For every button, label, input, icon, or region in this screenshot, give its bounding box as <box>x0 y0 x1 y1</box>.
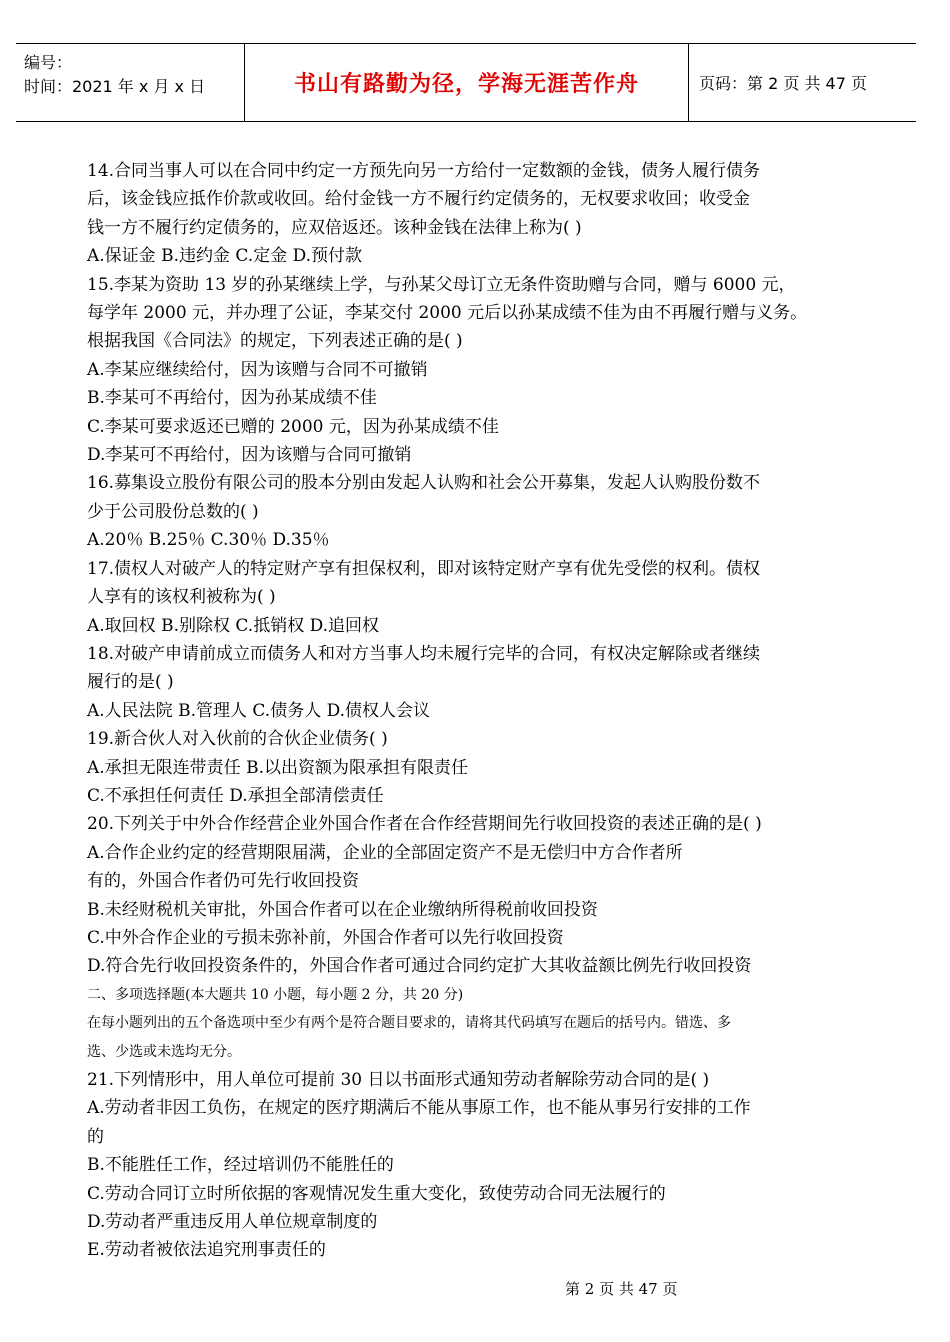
text-line: 的 <box>87 1126 104 1147</box>
text-line: D.劳动者严重违反用人单位规章制度的 <box>87 1212 378 1233</box>
text-line: C.中外合作企业的亏损未弥补前，外国合作者可以先行收回投资 <box>87 927 564 948</box>
text-line: 有的，外国合作者仍可先行收回投资 <box>87 871 359 892</box>
text-line: C.劳动合同订立时所依据的客观情况发生重大变化，致使劳动合同无法履行的 <box>87 1183 666 1204</box>
text-line: 根据我国《合同法》的规定，下列表述正确的是( ) <box>87 331 463 352</box>
text-line: 14.合同当事人可以在合同中约定一方预先向另一方给付一定数额的金钱，债务人履行债务 <box>87 161 761 181</box>
text-line: C.李某可要求返还已赠的 2000 元，因为孙某成绩不佳 <box>87 416 499 437</box>
page-header <box>16 43 916 122</box>
text-line: 履行的是( ) <box>87 672 174 693</box>
text-line: B.不能胜任工作，经过培训仍不能胜任的 <box>87 1155 394 1176</box>
section-instruction: 在每小题列出的五个备选项中至少有两个是符合题目要求的，请将其代码填写在题后的括号内。错选、多 <box>87 1015 731 1032</box>
text-line: 15.李某为资助 13 岁的孙某继续上学，与孙某父母订立无条件资助赠与合同，赠与 6000 元， <box>87 274 796 295</box>
text-line: D.李某可不再给付，因为该赠与合同可撤销 <box>87 445 412 466</box>
section-heading: 二、多项选择题(本大题共 10 小题，每小题 2 分，共 20 分) <box>87 986 464 1003</box>
header-motto: 书山有路勤为径，学海无涯苦作舟 <box>293 72 639 97</box>
header-meta <box>16 44 245 121</box>
text-line: 20.下列关于中外合作经营企业外国合作者在合作经营期间先行收回投资的表述正确的是( ) <box>87 814 762 835</box>
document-number: 编号： <box>24 53 73 72</box>
text-line: 21.下列情形中，用人单位可提前 30 日以书面形式通知劳动者解除劳动合同的是( ) <box>87 1070 710 1090</box>
text-line: A.承担无限连带责任 B.以出资额为限承担有限责任 <box>87 757 468 778</box>
document-body <box>87 157 877 1265</box>
text-line: A.合作企业约定的经营期限届满，企业的全部固定资产不是无偿归中方合作者所 <box>87 842 683 863</box>
text-line: A.李某应继续给付，因为该赠与合同不可撤销 <box>87 359 428 380</box>
text-line: D.符合先行收回投资条件的，外国合作者可通过合同约定扩大其收益额比例先行收回投资 <box>87 956 752 977</box>
header-motto-cell <box>245 44 689 121</box>
text-line: A.保证金 B.违约金 C.定金 D.预付款 <box>87 246 363 267</box>
text-line: A.劳动者非因工负伤，在规定的医疗期满后不能从事原工作，也不能从事另行安排的工作 <box>87 1098 751 1119</box>
text-line: 人享有的该权利被称为( ) <box>87 587 276 608</box>
text-line: A.20％ B.25％ C.30％ D.35％ <box>87 530 330 551</box>
text-line: E.劳动者被依法追究刑事责任的 <box>87 1240 326 1261</box>
text-line: A.取回权 B.别除权 C.抵销权 D.追回权 <box>87 615 380 636</box>
text-line: A.人民法院 B.管理人 C.债务人 D.债权人会议 <box>87 700 431 721</box>
text-line: B.未经财税机关审批，外国合作者可以在企业缴纳所得税前收回投资 <box>87 899 598 920</box>
text-line: 每学年 2000 元，并办理了公证，李某交付 2000 元后以孙某成绩不佳为由不再履行赠与义务。 <box>87 303 808 324</box>
text-line: 少于公司股份总数的( ) <box>87 501 259 522</box>
header-page-code: 页码：第 2 页 共 47 页 <box>699 74 867 93</box>
text-line: C.不承担任何责任 D.承担全部清偿责任 <box>87 785 384 806</box>
text-line: 19.新合伙人对入伙前的合伙企业债务( ) <box>87 729 388 750</box>
text-line: 后，该金钱应抵作价款或收回。给付金钱一方不履行约定债务的，无权要求收回；收受金 <box>87 189 750 210</box>
section-instruction: 选、少选或未选均无分。 <box>87 1043 241 1060</box>
document-time: 时间：2021 年 x 月 x 日 <box>24 77 206 96</box>
text-line: B.李某可不再给付，因为孙某成绩不佳 <box>87 388 377 409</box>
text-line: 钱一方不履行约定债务的，应双倍返还。该种金钱在法律上称为( ) <box>87 217 582 238</box>
page-footer: 第 2 页 共 47 页 <box>565 1280 678 1298</box>
text-line: 17.债权人对破产人的特定财产享有担保权利，即对该特定财产享有优先受偿的权利。债权 <box>87 558 761 579</box>
text-line: 16.募集设立股份有限公司的股本分别由发起人认购和社会公开募集，发起人认购股份数不 <box>87 473 761 494</box>
header-page-cell <box>689 44 916 121</box>
text-line: 18.对破产申请前成立而债务人和对方当事人均未履行完毕的合同，有权决定解除或者继续 <box>87 643 761 664</box>
